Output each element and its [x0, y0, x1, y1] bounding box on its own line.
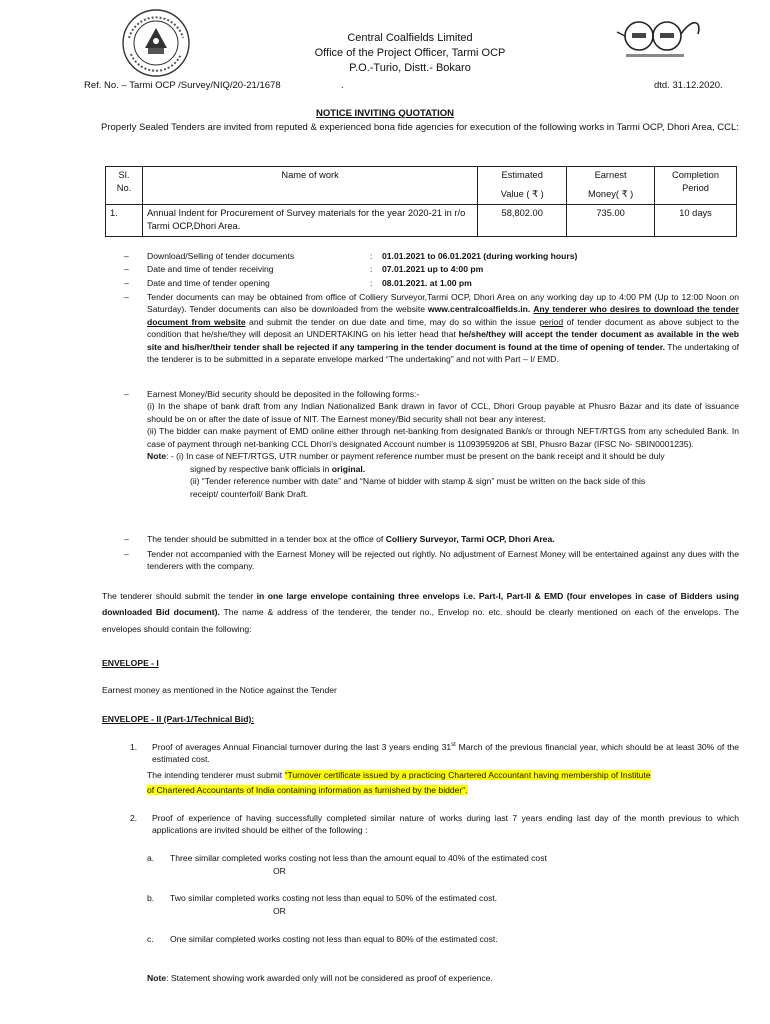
bullet-dash: –: [124, 278, 129, 288]
bullet-dash: –: [124, 389, 129, 399]
item1-highlight1: “Turnover certificate issued by a practicing Chartered Accountant having membership of Institute: [284, 770, 651, 780]
b5-note1b: signed by respective bank officials in: [190, 463, 332, 474]
item-1-requirement: [147, 768, 739, 797]
b5-note1-cont: [147, 463, 739, 475]
bullet-dash: –: [124, 292, 129, 302]
b4-text3: and submit the tender on due date and time, may do so within the issue: [245, 316, 540, 327]
notice-title: NOTICE INVITING QUOTATION: [316, 108, 454, 119]
kv-label-opening: Date and time of tender opening: [147, 278, 270, 288]
col-ern-line2: Money( ₹ ): [588, 189, 634, 200]
kv-sep: :: [370, 278, 373, 288]
item-1-number: 1.: [130, 742, 138, 752]
bullet-dash: –: [124, 251, 129, 261]
item1-highlight2: of Chartered Accountants of India containing information as furnished by the bidder”.: [147, 784, 468, 795]
b6-bold: Colliery Surveyor, Tarmi OCP, Dhori Area.: [385, 534, 555, 544]
bullet-dash: –: [124, 534, 129, 544]
b4-bold: he/she/they will accept the tender document as available in the web site and his/her/their tender shall be rejected if any tampering in the tender document is found at the time of opening of tender.: [147, 329, 739, 352]
col-earnest-money: [567, 167, 655, 205]
item1-text2: March of the previous financial year, which should be at least 30% of the estimated cost.: [152, 742, 740, 765]
sub-bold: in one large envelope containing three envelops i.e. Part-I, Part-II & EMD (four envelopes in case of Bidders using downloaded Bid document).: [102, 591, 739, 618]
item1-sup: st: [451, 742, 456, 749]
envelope-1-text: Earnest money as mentioned in the Notice against the Tender: [102, 685, 337, 695]
b4-underlined2: period: [539, 316, 564, 327]
exp-note-text: : Statement showing work awarded only will not be considered as proof of experience.: [166, 973, 493, 983]
b4-text1: Tender documents can may be obtained from office of Colliery Surveyor,Tarmi OCP, Dhori Area on any working day up to 4:00 PM (Up to 12:00 Noon on Saturday). Tender documents can also be downloaded from the website: [147, 292, 739, 315]
sub-text2: The name & address of the tenderer, the tender no., Envelop no. etc. should be clearly mentioned on each of the envelops. The envelopes should contain the following:: [102, 607, 739, 634]
option-a-or: OR: [273, 866, 286, 876]
col-sl-line2: No.: [116, 183, 132, 194]
item1-text3: The intending tenderer must submit: [147, 770, 285, 780]
row-estimated: 58,802.00: [478, 204, 567, 236]
experience-note: [147, 972, 493, 984]
option-c-letter: c.: [147, 934, 154, 944]
b4-text5: The undertaking of the tenderer is to be submitted in a separate envelope marked “The undertaking” and not with Part – I/ EMD.: [147, 341, 739, 365]
bullet-dash: –: [124, 549, 129, 559]
kv-value-opening: 08.01.2021. at 1.00 pm: [382, 278, 472, 288]
row-sl: 1.: [106, 204, 143, 236]
col-name-label: Name of work: [281, 170, 339, 180]
b5-text3: (ii) The bidder can make payment of EMD online either through net-banking from designated Bank/s or through NEFT/RTGS from any scheduled Bank. In case of payment through net-banking CCL Dhori’s designated Account number is 11093959206 at SBI, Phusro Bazar (IFSC No- SBIN0001235).: [147, 426, 739, 449]
item-1-text: [152, 741, 739, 766]
notice-date: dtd. 31.12.2020.: [654, 80, 723, 91]
kv-sep: :: [370, 264, 373, 274]
kv-value-download: 01.01.2021 to 06.01.2021 (during working hours): [382, 251, 578, 261]
b5-text2: (i) In the shape of bank draft from any Indian Nationalized Bank drawn in favor of CCL, Dhori Group payable at Phusro Bazar and its date of issuance should be on or after the date of issue of NIT. The Earnest money/Bid security shall not bear any interest.: [147, 401, 739, 424]
submission-paragraph: [102, 588, 739, 637]
col-completion-period: [655, 167, 737, 205]
b5-text1: Earnest Money/Bid security should be deposited in the following forms:-: [147, 389, 420, 399]
col-est-line1: Estimated: [501, 170, 543, 180]
col-cmp-line1: Completion: [672, 170, 720, 180]
tender-table: [105, 166, 737, 237]
col-name-of-work: [142, 167, 477, 205]
col-sl-no: [106, 167, 143, 205]
ccl-logo: [121, 8, 191, 78]
option-a-text: Three similar completed works costing not less than the amount equal to 40% of the estimated cost: [170, 853, 547, 863]
reference-dot: .: [341, 80, 344, 91]
earnest-money-paragraph: [147, 388, 739, 500]
envelope-2-heading: ENVELOPE - II (Part-1/Technical Bid):: [102, 714, 255, 724]
b6-text1: The tender should be submitted in a tender box at the office of: [147, 534, 386, 544]
row-period: 10 days: [655, 204, 737, 236]
b5-note1c: original.: [331, 463, 366, 474]
b4-text4: of tender document as above subject to the condition that he/she/they will deposit an UNDERTAKING on his letter head that: [147, 316, 739, 340]
swachh-bharat-logo: [612, 14, 704, 64]
rejection-paragraph: Tender not accompanied with the Earnest Money will be rejected out rightly. No adjustment of Earnest Money will be entertained against any dues with the tenderers with the company.: [147, 549, 739, 572]
kv-label-receiving: Date and time of tender receiving: [147, 264, 274, 274]
tender-documents-paragraph: [147, 291, 739, 366]
office-name: Office of the Project Officer, Tarmi OCP: [314, 47, 506, 59]
b5-note2b-wrap: [147, 488, 739, 500]
notice-intro: Properly Sealed Tenders are invited from reputed & experienced bona fide agencies for execution of the following works in Tarmi OCP, Dhori Area, CCL:: [101, 122, 739, 133]
b5-note2: (ii) “Tender reference number with date” and “Name of bidder with stamp & sign” must be written on the back side of this: [190, 476, 646, 487]
company-name: Central Coalfields Limited: [347, 32, 473, 44]
table-row: [106, 204, 737, 236]
item-2-number: 2.: [130, 813, 138, 823]
col-sl-line1: Sl.: [118, 170, 130, 180]
website-link[interactable]: www.centralcoalfields.in.: [427, 304, 531, 315]
b5-note2b: receipt/ counterfoil/ Bank Draft.: [190, 488, 308, 499]
bullet-dash: –: [124, 264, 129, 274]
col-estimated-value: [478, 167, 567, 205]
kv-value-receiving: 07.01.2021 up to 4:00 pm: [382, 264, 484, 274]
b5-note1: : - (i) In case of NEFT/RTGS, UTR number or payment reference number must be present on the bank receipt and it should be duly: [166, 451, 665, 462]
item-2-text: Proof of experience of having successfully completed similar nature of works during last 7 years ending last day of the month previous to which applications are invited should be either of the following :: [152, 813, 739, 836]
option-b-or: OR: [273, 906, 286, 916]
col-ern-line1: Earnest: [594, 170, 627, 180]
exp-note-label: Note: [147, 973, 167, 983]
sub-text1: The tenderer should submit the tender: [102, 591, 257, 601]
item1-text1: Proof of averages Annual Financial turnover during the last 3 years ending 31: [152, 742, 452, 752]
kv-label-download: Download/Selling of tender documents: [147, 251, 295, 261]
table-header-row: [106, 167, 737, 205]
option-c-text: One similar completed works costing not less than equal to 80% of the estimated cost.: [170, 934, 498, 944]
option-b-letter: b.: [147, 893, 155, 903]
option-a-letter: a.: [147, 853, 155, 863]
option-b-text: Two similar completed works costing not less than equal to 50% of the estimated cost.: [170, 893, 498, 903]
kv-sep: :: [370, 251, 373, 261]
row-name: Annual Indent for Procurement of Survey materials for the year 2020-21 in r/o Tarmi OCP,Dhori Area.: [142, 204, 477, 236]
submission-location-paragraph: [147, 533, 739, 545]
reference-number: Ref. No. – Tarmi OCP /Survey/NIQ/20-21/1678: [84, 80, 281, 91]
b4-underlined1: Any tenderer who desires to download the tender document from website: [147, 304, 740, 327]
row-earnest: 735.00: [567, 204, 655, 236]
envelope-1-heading: ENVELOPE - I: [102, 658, 159, 668]
b5-note2-wrap: [147, 475, 739, 487]
b5-note-label: Note: [147, 451, 167, 462]
col-cmp-line2: Period: [682, 183, 709, 194]
office-address: P.O.-Turio, Distt.- Bokaro: [349, 62, 471, 74]
col-est-line2: Value ( ₹ ): [500, 189, 544, 200]
